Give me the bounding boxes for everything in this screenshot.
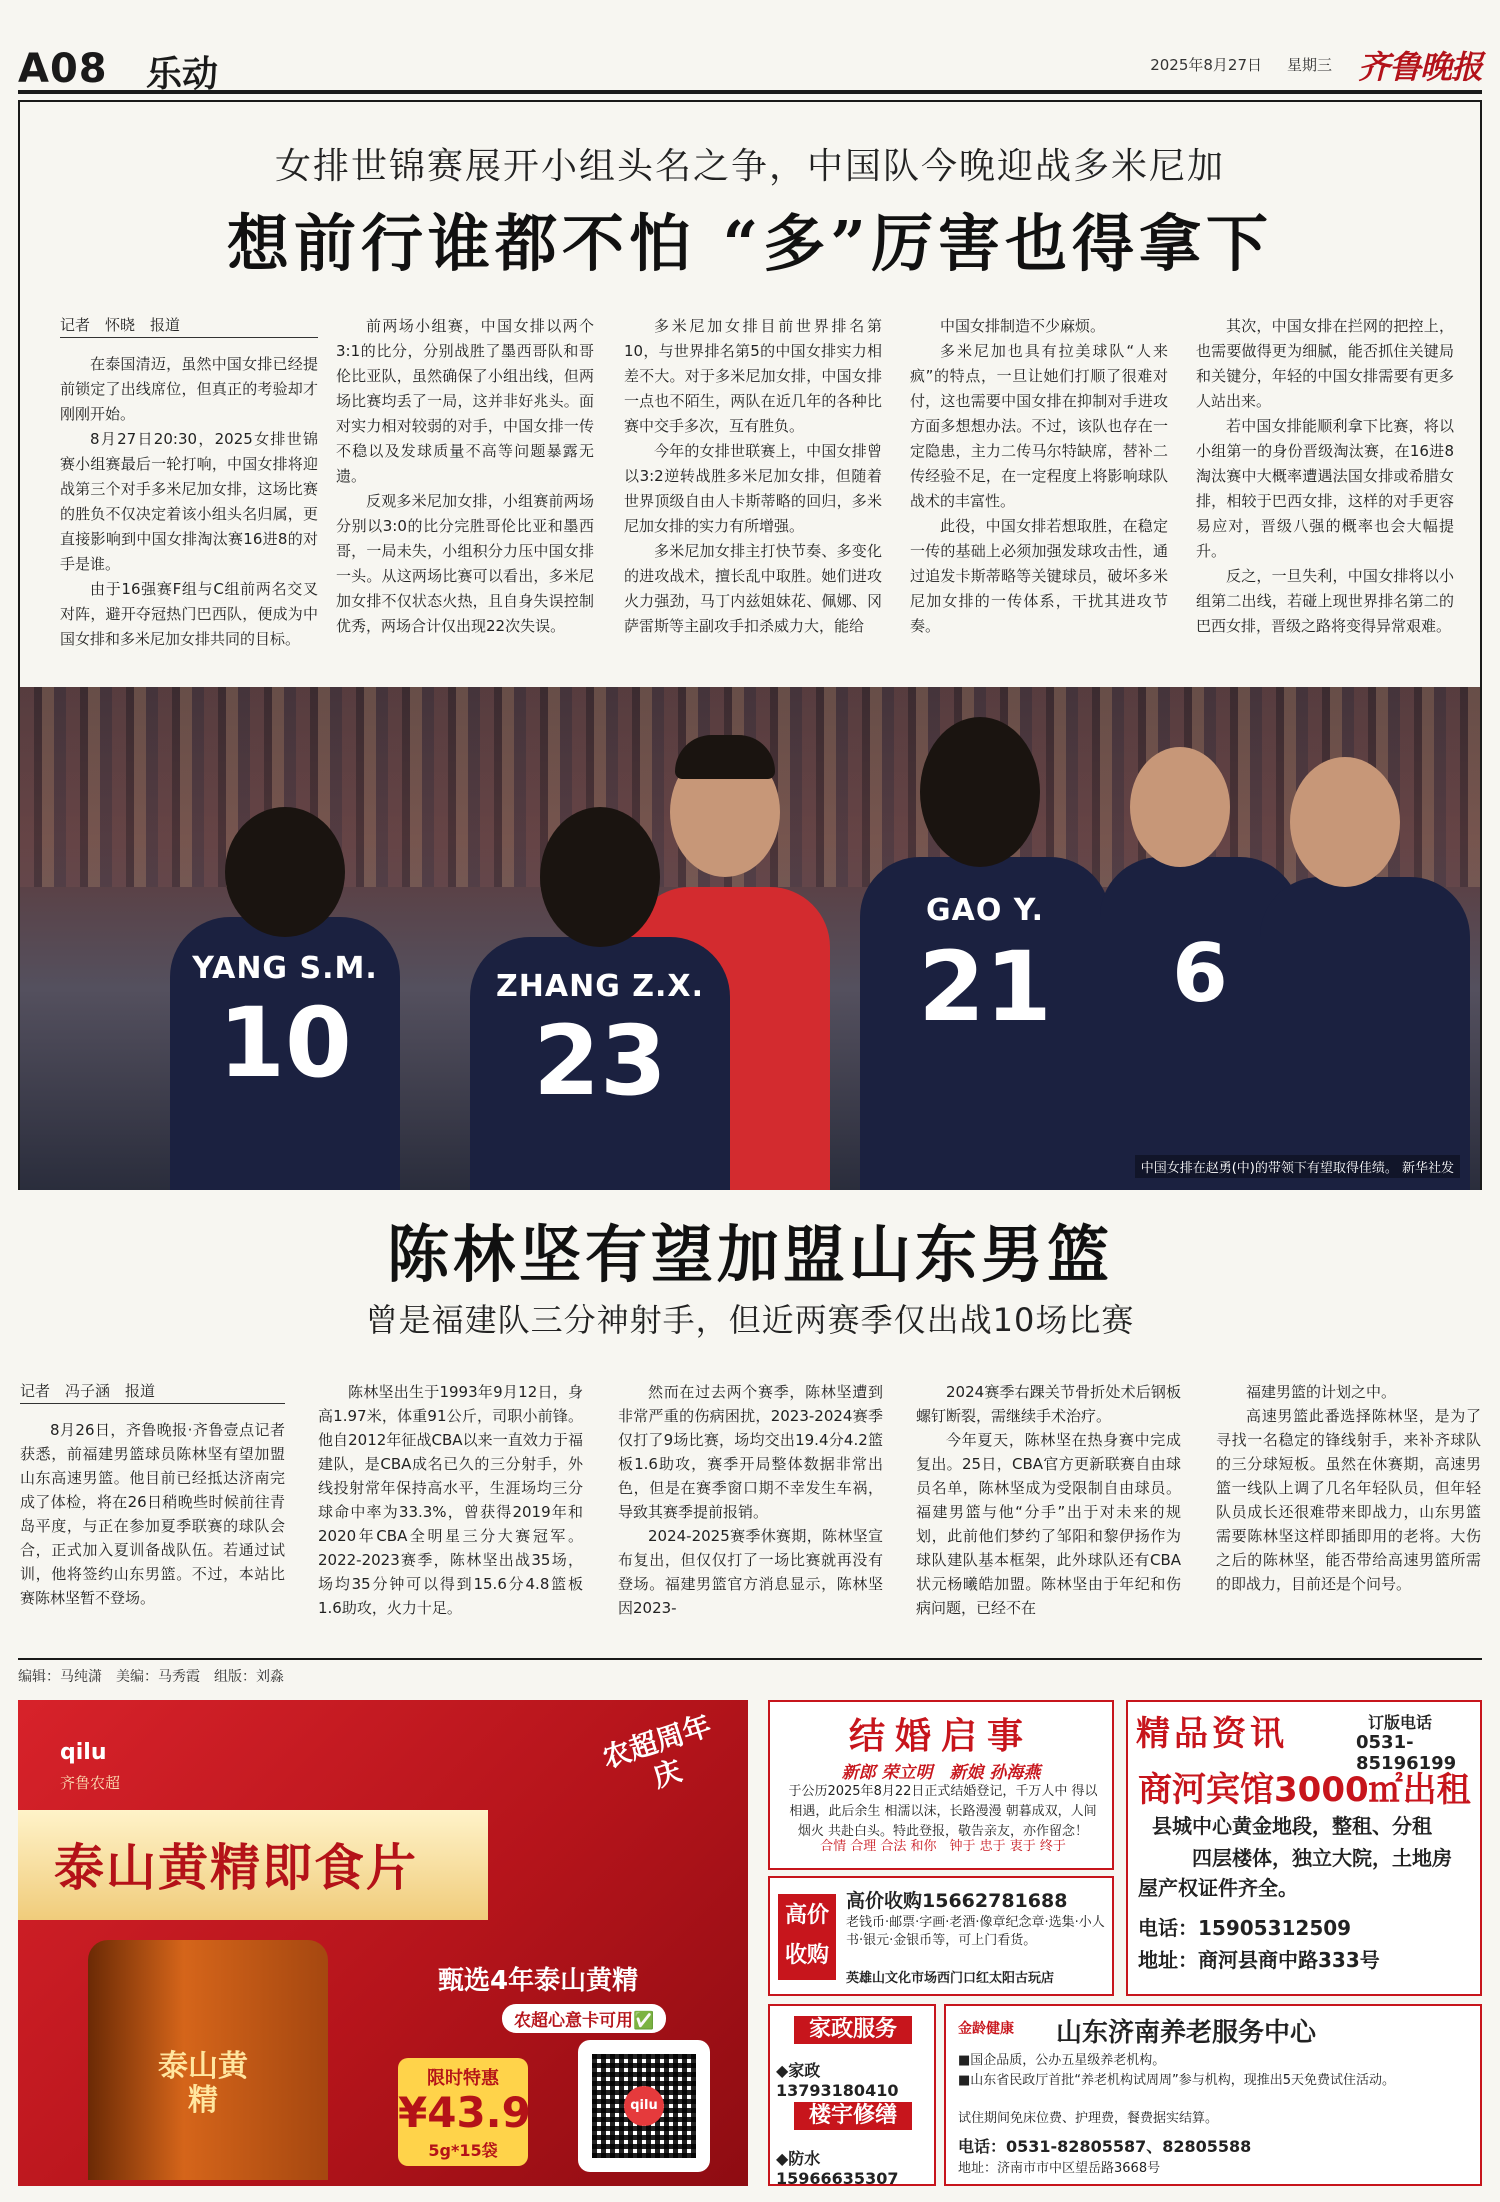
- product-title: 泰山黄精即食片: [54, 1839, 418, 1897]
- buy-ad: [768, 1876, 1114, 1996]
- basketball-column-4: [916, 1380, 1181, 1620]
- elder-phone: 电话：0531-82805587、82805588: [958, 2137, 1252, 2156]
- qilu-brand-sub: 齐鲁农超: [60, 1774, 121, 1792]
- paragraph: 前两场小组赛，中国女排以两个3:1的比分，分别战胜了墨西哥队和哥伦比亚队，虽然确保了小组出线，但两场比赛均丢了一局，这并非好兆头。面对实力相对较弱的对手，中国女排一传不稳以及发球质量不高等问题暴露无遗。: [336, 317, 594, 485]
- paragraph: 然而在过去两个赛季，陈林坚遭到非常严重的伤病困扰，2023-2024赛季仅打了9场比赛，场均交出19.4分4.2篮板1.6助攻，赛季开局整体数据非常出色，但是在赛季窗口期不幸发生车祸，导致其赛季提前报销。: [618, 1383, 883, 1521]
- jersey-name: YANG S.M.: [192, 951, 378, 986]
- domestic-phone: ◆家政13793180410: [776, 2061, 899, 2100]
- jersey-number: 6: [1172, 927, 1228, 1020]
- price: ¥43.9: [398, 2088, 531, 2137]
- player-zhang-head: [540, 807, 660, 947]
- paragraph: 中国女排制造不少麻烦。: [940, 317, 1106, 335]
- volleyball-column-5: [1196, 314, 1454, 639]
- qr-logo: qilu: [624, 2086, 664, 2126]
- team-photo: [20, 687, 1480, 1190]
- basketball-subhead: 曾是福建队三分神射手，但近两赛季仅出战10场比赛: [365, 1301, 1135, 1339]
- basketball-column-2: [318, 1380, 583, 1620]
- elder-brand: 金龄健康: [958, 2021, 1014, 2037]
- hotel-phone: 电话：15905312509: [1138, 1916, 1352, 1940]
- elder-line-1: ■国企品质，公办五星级养老机构。: [958, 2053, 1166, 2068]
- domestic-tag: 家政服务: [794, 2016, 912, 2044]
- card-note: 农超心意卡可用✅: [502, 2004, 666, 2033]
- issue-date: 2025年8月27日: [1150, 56, 1262, 74]
- jingpin-title: 精品资讯: [1136, 1714, 1288, 1754]
- paragraph: 福建男篮的计划之中。: [1246, 1383, 1397, 1401]
- anniversary-badge: 农超周年庆: [598, 1708, 716, 1795]
- elder-address: 地址：济南市市中区望岳路3668号: [958, 2161, 1161, 2176]
- jersey-number: 10: [218, 987, 352, 1099]
- hotel-line-3: 屋产权证件齐全。: [1138, 1876, 1298, 1900]
- player-yang-head: [225, 807, 345, 937]
- jersey-name: ZHANG Z.X.: [496, 969, 704, 1004]
- hotel-address: 地址：商河县商中路333号: [1138, 1948, 1380, 1972]
- paragraph: 其次，中国女排在拦网的把控上，也需要做得更为细腻，能否抓住关键局和关键分，年轻的中国女排需要有更多人站出来。: [1196, 317, 1454, 410]
- paragraph: 8月26日，齐鲁晚报·齐鲁壹点记者获悉，前福建男篮球员陈林坚有望加盟山东高速男篮。他目前已经抵达济南完成了体检，将在26日稍晚些时候前往青岛平度，与正在参加夏季联赛的球队会合，正式加入夏训备战队伍。若通过试训，他将签约山东男篮。不过，本站比赛陈林坚暂不登场。: [20, 1421, 285, 1607]
- page-number: A08: [18, 46, 108, 92]
- elder-title: 山东济南养老服务中心: [1056, 2018, 1317, 2048]
- wedding-notice: [768, 1700, 1114, 1870]
- qilu-logo: qilu: [60, 1740, 107, 1765]
- elder-line-3: 试住期间免床位费、护理费，餐费据实结算。: [958, 2111, 1219, 2126]
- paragraph: 2024赛季右踝关节骨折处术后钢板螺钉断裂，需继续手术治疗。: [916, 1383, 1181, 1425]
- basketball-headline: 陈林坚有望加盟山东男篮: [386, 1218, 1113, 1291]
- paragraph: 多米尼加女排目前世界排名第10，与世界排名第5的中国女排实力相差不大。对于多米尼加女排，中国女排一点也不陌生，两队在近几年的各种比赛中交手多次，互有胜负。: [624, 317, 882, 435]
- paragraph: 多米尼加也具有拉美球队“人来疯”的特点，一旦让她们打顺了很难对付，这也需要中国女排在抑制对手进攻方面多想想办法。不过，该队也存在一定隐患，主力二传马尔特缺席，替补二传经验不足，在一定程度上将影响球队战术的丰富性。: [910, 342, 1168, 510]
- paragraph: 今年的女排世联赛上，中国女排曾以3:2逆转战胜多米尼加女排，但随着世界顶级自由人卡斯蒂略的回归，多米尼加女排的实力有所增强。: [624, 442, 882, 535]
- hotel-line-2: 四层楼体，独立大院，土地房: [1192, 1846, 1452, 1870]
- paragraph: 8月27日20:30，2025女排世锦赛小组赛最后一轮打响，中国女排将迎战第三个对手多米尼加女排，这场比赛的胜负不仅决定着该小组头名归属，更直接影响到中国女排淘汰赛16进8的对手是谁。: [60, 430, 318, 573]
- volleyball-byline: 记者 怀晓 报道: [60, 314, 318, 338]
- hotel-rental-ad: [1126, 1700, 1482, 1996]
- paragraph: 此役，中国女排若想取胜，在稳定一传的基础上必须加强发球攻击性，通过追发卡斯蒂略等关键球员，破坏多米尼加女排的一传体系，干扰其进攻节奏。: [910, 517, 1168, 635]
- hotel-line-1: 县城中心黄金地段，整租、分租: [1152, 1814, 1432, 1838]
- paragraph: 高速男篮此番选择陈林坚，是为了寻找一名稳定的锋线射手，来补齐球队的三分球短板。虽然在休赛期，高速男篮一线队上调了几名年轻队员，但年轻队员成长还很难带来即战力，山东男篮需要陈林坚这样即插即用的老将。大伤之后的陈林坚，能否带给高速男篮所需的即战力，目前还是个问号。: [1216, 1407, 1481, 1593]
- volleyball-column-2: [336, 314, 594, 639]
- volleyball-column-4: [910, 314, 1168, 639]
- volleyball-subhead: 女排世锦赛展开小组头名之争，中国队今晚迎战多米尼加: [274, 146, 1225, 187]
- jingpin-phone-label: 订版电话: [1368, 1713, 1433, 1732]
- player-gao-head: [920, 717, 1040, 867]
- basketball-column-5: [1216, 1380, 1481, 1596]
- classifieds: [768, 1700, 1482, 2186]
- buy-tag: 高价收购: [778, 1894, 836, 1980]
- volleyball-column-3: [624, 314, 882, 639]
- editors-line: 编辑：马纯潇 美编：马秀霞 组版：刘淼: [18, 1658, 1482, 1686]
- jersey-name: GAO Y.: [926, 893, 1044, 928]
- coach-hair: [675, 735, 775, 779]
- player-right-face: [1130, 747, 1230, 867]
- player-far-right: [1260, 877, 1470, 1190]
- jersey-number: 21: [918, 931, 1052, 1043]
- basketball-column-1: [20, 1380, 285, 1610]
- paragraph: 陈林坚出生于1993年9月12日，身高1.97米，体重91公斤，司职小前锋。他自2012年征战CBA以来一直效力于福建队，是CBA成名已久的三分射手，外线投射常年保持高水平，生涯场均三分球命中率为33.3%，曾获得2019年和2020年CBA全明星三分大赛冠军。2022-2023赛季，陈林坚出战35场，场均35分钟可以得到15.6分4.8篮板1.6助攻，火力十足。: [318, 1383, 583, 1617]
- volleyball-story: [18, 100, 1482, 1190]
- section-name: 乐动: [146, 53, 219, 95]
- photo-caption: 中国女排在赵勇(中)的带领下有望取得佳绩。 新华社发: [1135, 1155, 1460, 1178]
- qr-code[interactable]: [578, 2040, 710, 2172]
- buy-body: 老钱币·邮票·字画·老酒·像章纪念章·选集·小人书·银元·金银币等，可上门看货。: [846, 1915, 1105, 1948]
- jingpin-phone: 0531-85196199: [1356, 1732, 1457, 1774]
- buy-address: 英雄山文化市场西门口红太阳古玩店: [846, 1971, 1055, 1986]
- buy-phone: 高价收购15662781688: [846, 1890, 1068, 1912]
- volleyball-column-1: [60, 314, 318, 652]
- domestic-service-ad: [768, 2004, 936, 2186]
- wedding-body: 于公历2025年8月22日正式结婚登记，千万人中 得以相遇，此后余生 相濡以沫，长路漫漫 朝暮成双，人间烟火 共赴白头。特此登报，敬告亲友，亦作留念！: [788, 1784, 1098, 1839]
- issue-weekday: 星期三: [1286, 56, 1332, 74]
- basketball-byline: 记者 冯子涵 报道: [20, 1380, 285, 1404]
- masthead: [18, 40, 1482, 94]
- paragraph: 反之，一旦失利，中国女排将以小组第二出线，若碰上现世界排名第二的巴西女排，晋级之路将变得异常艰难。: [1196, 567, 1454, 635]
- hotel-title: 商河宾馆3000㎡出租: [1138, 1770, 1471, 1810]
- product-slogan: 甄选4年泰山黄精: [438, 1966, 639, 1996]
- volleyball-headline: 想前行谁都不怕 “多”厉害也得拿下: [227, 207, 1273, 280]
- jar-label: 泰山黄精: [158, 2049, 248, 2118]
- paragraph: 多米尼加女排主打快节奏、多变化的进攻战术，擅长乱中取胜。她们进攻火力强劲，马丁内兹姐妹花、佩娜、冈萨雷斯等主副攻手扣杀威力大，能给: [624, 542, 882, 635]
- elder-care-ad: [944, 2004, 1482, 2186]
- price-label: 限时特惠: [427, 2068, 499, 2089]
- taishan-ad: [18, 1700, 748, 2186]
- basketball-column-3: [618, 1380, 883, 1620]
- player-far-right-face: [1290, 757, 1400, 887]
- repair-phone: ◆防水15966635307: [776, 2149, 899, 2188]
- wedding-blessing: 合情 合理 合法 和你 钟于 忠于 衷于 终于: [820, 1839, 1066, 1854]
- paragraph: 在泰国清迈，虽然中国女排已经提前锁定了出线席位，但真正的考验却才刚刚开始。: [60, 355, 318, 423]
- paragraph: 若中国女排能顺利拿下比赛，将以小组第一的身份晋级淘汰赛，在16进8淘汰赛中大概率遭遇法国女排或希腊女排，相较于巴西女排，这样的对手更容易应对，晋级八强的概率也会大幅提升。: [1196, 417, 1454, 560]
- paragraph: 2024-2025赛季休赛期，陈林坚宣布复出，但仅仅打了一场比赛就再没有登场。福建男篮官方消息显示，陈林坚因2023-: [618, 1527, 883, 1617]
- newspaper-logo: 齐鲁晚报: [1357, 48, 1482, 86]
- paragraph: 反观多米尼加女排，小组赛前两场分别以3:0的比分完胜哥伦比亚和墨西哥，一局未失，小组积分力压中国女排一头。从这两场比赛可以看出，多米尼加女排不仅状态火热，且自身失误控制优秀，两场合计仅出现22次失误。: [336, 492, 594, 635]
- price-unit: 5g*15袋: [428, 2141, 498, 2160]
- repair-tag: 楼宇修缮: [794, 2102, 912, 2130]
- wedding-names: 新郎 荣立明 新娘 孙海燕: [841, 1763, 1041, 1783]
- elder-line-2: ■山东省民政厅首批“养老机构试周周”参与机构，现推出5天免费试住活动。: [958, 2073, 1396, 2088]
- wedding-title: 结婚启事: [848, 1715, 1033, 1757]
- paragraph: 由于16强赛F组与C组前两名交叉对阵，避开夺冠热门巴西队，便成为中国女排和多米尼加女排共同的目标。: [60, 580, 318, 648]
- jersey-number: 23: [533, 1005, 667, 1117]
- price-box: [398, 2058, 531, 2166]
- paragraph: 今年夏天，陈林坚在热身赛中完成复出。25日，CBA官方更新联赛自由球员名单，陈林坚成为受限制自由球员。福建男篮与他“分手”出于对未来的规划，此前他们梦约了邹阳和黎伊扬作为球队建队基本框架，此外球队还有CBA状元杨曦皓加盟。陈林坚由于年纪和伤病问题，已经不在: [916, 1431, 1181, 1617]
